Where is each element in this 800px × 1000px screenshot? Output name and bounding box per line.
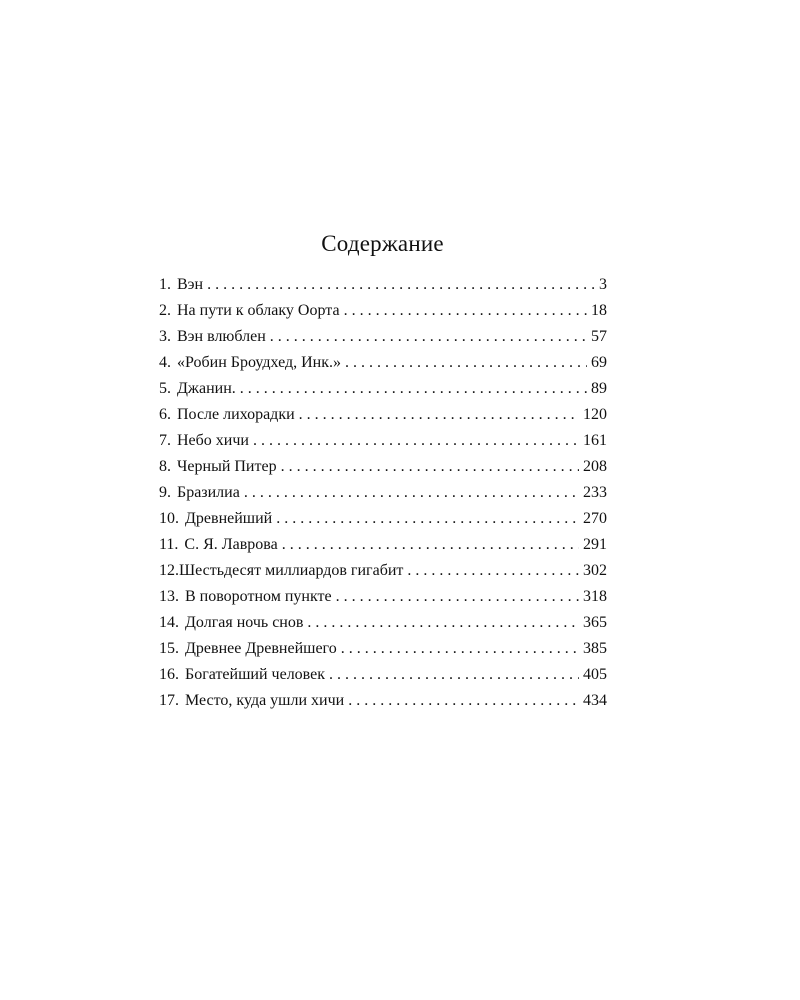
dot-leader xyxy=(270,328,587,346)
chapter-number: 17. xyxy=(159,692,179,709)
toc-entry xyxy=(159,588,607,614)
chapter-number: 7. xyxy=(159,432,171,449)
toc-entry xyxy=(159,406,607,432)
toc-entry xyxy=(159,484,607,510)
toc-entry xyxy=(159,510,607,536)
chapter-number: 9. xyxy=(159,484,171,501)
chapter-number: 6. xyxy=(159,406,171,423)
chapter-number: 4. xyxy=(159,354,171,371)
toc-entry xyxy=(159,380,607,406)
chapter-title: Джанин. xyxy=(177,380,236,397)
page-number: 208 xyxy=(583,458,607,475)
chapter-title: Долгая ночь снов xyxy=(185,614,304,631)
chapter-title: Бразилиа xyxy=(177,484,240,501)
chapter-title: Вэн xyxy=(177,276,204,293)
page-number: 405 xyxy=(583,666,607,683)
dot-leader xyxy=(336,588,579,606)
toc-entry xyxy=(159,276,607,302)
toc-entry xyxy=(159,458,607,484)
chapter-number: 15. xyxy=(159,640,179,657)
chapter-number: 14. xyxy=(159,614,179,631)
toc-entry xyxy=(159,536,607,562)
page-number: 18 xyxy=(591,302,607,319)
page-number: 120 xyxy=(583,406,607,423)
toc-entry xyxy=(159,692,607,718)
chapter-number: 5. xyxy=(159,380,171,397)
dot-leader xyxy=(345,354,587,372)
dot-leader xyxy=(207,276,595,294)
dot-leader xyxy=(407,562,579,580)
dot-leader xyxy=(240,380,587,398)
page-number: 385 xyxy=(583,640,607,657)
page-number: 302 xyxy=(583,562,607,579)
page-number: 69 xyxy=(591,354,607,371)
chapter-title: Вэн влюблен xyxy=(177,328,266,345)
chapter-number: 10. xyxy=(159,510,179,527)
toc-entry xyxy=(159,562,607,588)
chapter-title: Богатейший человек xyxy=(185,666,326,683)
dot-leader xyxy=(282,536,579,554)
chapter-title: Черный Питер xyxy=(177,458,277,475)
toc-entry xyxy=(159,432,607,458)
page-number: 233 xyxy=(583,484,607,501)
chapter-number: 2. xyxy=(159,302,171,319)
dot-leader xyxy=(344,302,587,320)
page-number: 161 xyxy=(583,432,607,449)
page-number: 270 xyxy=(583,510,607,527)
toc-entry xyxy=(159,614,607,640)
dot-leader xyxy=(281,458,579,476)
page-number: 318 xyxy=(583,588,607,605)
chapter-number: 16. xyxy=(159,666,179,683)
chapter-title: В поворотном пункте xyxy=(185,588,332,605)
page-number: 89 xyxy=(591,380,607,397)
chapter-number: 8. xyxy=(159,458,171,475)
toc-entry xyxy=(159,640,607,666)
dot-leader xyxy=(348,692,579,710)
dot-leader xyxy=(299,406,579,424)
chapter-title: Шестьдесят миллиардов гигабит xyxy=(179,562,404,579)
dot-leader xyxy=(244,484,579,502)
dot-leader xyxy=(341,640,579,658)
page-number: 3 xyxy=(599,276,607,293)
page-number: 291 xyxy=(583,536,607,553)
dot-leader xyxy=(329,666,579,684)
chapter-number: 11. xyxy=(159,536,179,553)
chapter-title: «Робин Броудхед, Инк.» xyxy=(177,354,341,371)
chapter-title: После лихорадки xyxy=(177,406,295,423)
chapter-title: На пути к облаку Оорта xyxy=(177,302,340,319)
chapter-number: 12. xyxy=(159,562,179,579)
page-title: Содержание xyxy=(321,231,444,256)
chapter-title: Древнейший xyxy=(185,510,273,527)
chapter-title: Место, куда ушли хичи xyxy=(185,692,345,709)
chapter-number: 3. xyxy=(159,328,171,345)
page-number: 57 xyxy=(591,328,607,345)
chapter-title: Древнее Древнейшего xyxy=(185,640,337,657)
dot-leader xyxy=(307,614,579,632)
chapter-number: 1. xyxy=(159,276,171,293)
chapter-title: С. Я. Лаврова xyxy=(184,536,278,553)
dot-leader xyxy=(253,432,579,450)
page-number: 365 xyxy=(583,614,607,631)
chapter-number: 13. xyxy=(159,588,179,605)
toc-entry xyxy=(159,328,607,354)
chapter-title: Небо хичи xyxy=(177,432,249,449)
toc-entry xyxy=(159,302,607,328)
table-of-contents xyxy=(159,276,607,718)
page-number: 434 xyxy=(583,692,607,709)
toc-entry xyxy=(159,354,607,380)
dot-leader xyxy=(276,510,579,528)
toc-entry xyxy=(159,666,607,692)
